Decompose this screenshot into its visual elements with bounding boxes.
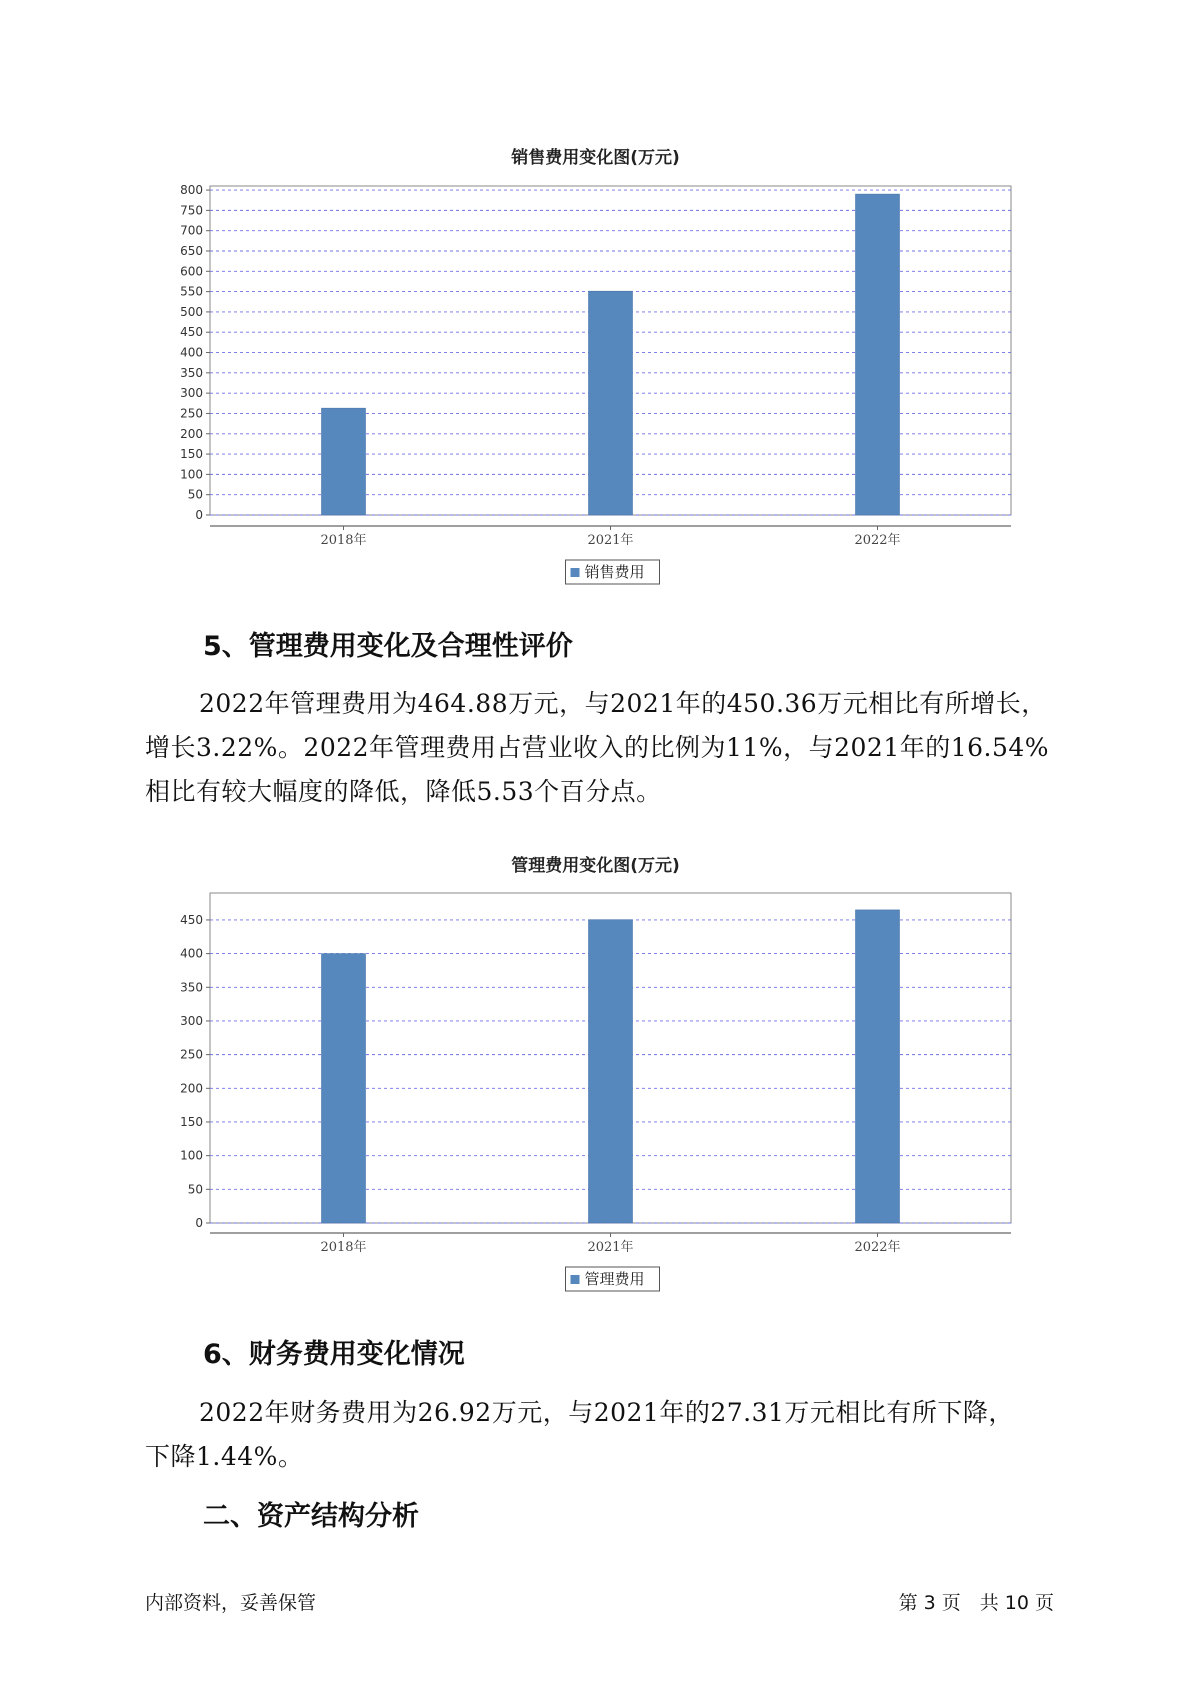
paragraph-line: 相比有较大幅度的降低，降低5.53个百分点。 (145, 777, 662, 806)
sales-expense-chart-title: 销售费用变化图(万元) (511, 148, 680, 168)
section-5-heading: 5、管理费用变化及合理性评价 (203, 631, 573, 662)
x-tick-label: 2018年 (320, 1240, 367, 1255)
section-6-heading: 6、财务费用变化情况 (203, 1339, 465, 1370)
legend-label: 管理费用 (584, 1270, 645, 1288)
y-tick-label: 150 (180, 1114, 203, 1129)
x-tick-label: 2021年 (587, 1240, 634, 1255)
y-tick-label: 0 (195, 1216, 203, 1230)
section-6-paragraph (145, 1391, 1065, 1479)
y-tick-label: 750 (180, 203, 203, 218)
y-tick-label: 650 (180, 243, 203, 258)
y-tick-label: 50 (187, 1182, 203, 1197)
legend-label: 销售费用 (584, 563, 645, 581)
footer-confidential-note: 内部资料，妥善保管 (145, 1592, 317, 1614)
section-two-heading: 二、资产结构分析 (203, 1501, 419, 1532)
footer-page-number: 第 3 页 共 10 页 (898, 1592, 1054, 1614)
y-tick-label: 400 (180, 345, 203, 360)
bar (589, 920, 633, 1223)
bar (856, 910, 900, 1223)
x-tick-label: 2018年 (320, 533, 367, 548)
y-tick-label: 350 (180, 365, 203, 380)
paragraph-line: 下降1.44%。 (145, 1442, 304, 1471)
y-tick-label: 150 (180, 447, 203, 462)
y-tick-label: 400 (180, 946, 203, 961)
x-tick-label: 2022年 (854, 1240, 901, 1255)
y-tick-label: 450 (180, 325, 203, 340)
y-tick-label: 250 (180, 406, 203, 421)
y-tick-label: 350 (180, 980, 203, 995)
x-tick-label: 2021年 (587, 533, 634, 548)
y-tick-label: 100 (180, 467, 203, 482)
paragraph-line: 2022年财务费用为26.92万元，与2021年的27.31万元相比有所下降， (199, 1398, 1014, 1427)
y-tick-label: 0 (195, 508, 203, 522)
y-tick-label: 100 (180, 1148, 203, 1163)
y-tick-label: 600 (180, 264, 203, 279)
legend-swatch (571, 1275, 580, 1284)
y-tick-label: 500 (180, 304, 203, 319)
paragraph-line: 增长3.22%。2022年管理费用占营业收入的比例为11%，与2021年的16.54% (145, 733, 1050, 762)
y-tick-label: 800 (180, 183, 203, 198)
x-tick-label: 2022年 (854, 533, 901, 548)
y-tick-label: 550 (180, 284, 203, 299)
y-tick-label: 450 (180, 912, 203, 927)
y-tick-label: 250 (180, 1047, 203, 1062)
y-tick-label: 200 (180, 1081, 203, 1096)
y-tick-label: 300 (180, 1013, 203, 1028)
paragraph-line: 2022年管理费用为464.88万元，与2021年的450.36万元相比有所增长， (199, 689, 1047, 718)
y-tick-label: 200 (180, 426, 203, 441)
admin-expense-chart-title: 管理费用变化图(万元) (511, 856, 680, 876)
y-tick-label: 700 (180, 223, 203, 238)
y-tick-label: 50 (187, 487, 203, 502)
bar (322, 954, 366, 1223)
y-tick-label: 300 (180, 386, 203, 401)
